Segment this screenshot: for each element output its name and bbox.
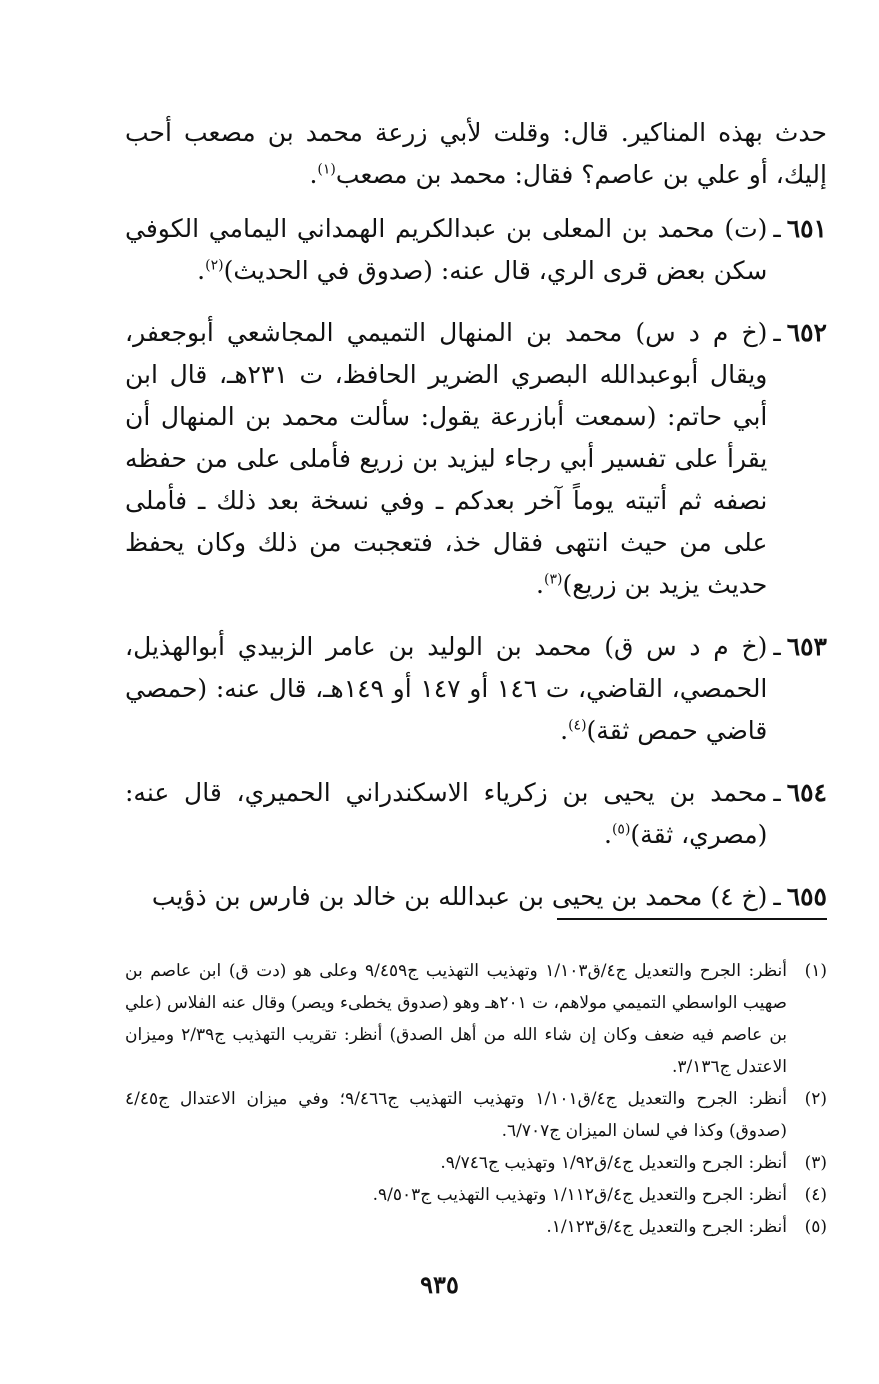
intro-paragraph: حدث بهذه المناكير. قال: وقلت لأبي زرعة محمد بن مصعب أحب إليك، أو علي بن عاصم؟ فقال: محمد بن مصعب$^{(١)}$. — [125, 118, 827, 189]
footnote-2 — [125, 1083, 827, 1147]
footnote-text: أنظر: الجرح والتعديل ج٤/ق١/١٢٣. — [546, 1217, 787, 1237]
footnote-ref: (٢) — [205, 257, 224, 274]
footnote-ref: (٥) — [611, 821, 631, 838]
entry-text: (خ م د س) محمد بن المنهال التميمي المجاشعي أبوجعفر، ويقال أبوعبدالله البصري الضرير الحافظ، ت ٢٣١هـ، قال ابن أبي حاتم: (سمعت أبازرعة يقول: سألت محمد بن المنهال أن يقرأ على تفسير أبي رجاء ليزيد بن زريع فأملى على من حفظه نصفه ثم أتيته يوماً آخر بعدكم ـ وفي نسخة بعد ذلك ـ فأملى على من حيث انتهى فقال خذ، فتعجبت من ذلك وكان يحفظ حديث يزيد بن زريع) — [125, 318, 768, 599]
footnotes — [125, 955, 827, 1243]
footnote-ref: (٤) — [568, 717, 587, 734]
entry-number: ٦٥٤ — [786, 778, 827, 807]
entry-655: ٦٥٥ـ (خ ٤) محمد بن يحيى بن عبدالله بن خالد بن فارس بن ذؤيب — [151, 882, 827, 911]
footnote-number: (٤) — [804, 1185, 827, 1205]
footnote-number: (١) — [804, 961, 827, 981]
entry-number: ٦٥١ — [786, 214, 827, 243]
footnote-text: أنظر: الجرح والتعديل ج٤/ق١/١٠٣ وتهذيب التهذيب ج٩/٤٥٩ وعلى هو (دت ق) ابن عاصم بن صهيب الواسطي التميمي مولاهم، ت ٢٠١هـ وهو (صدوق يخطىء ويصر) وقال عنه الفلاس (علي بن عاصم فيه ضعف وكان إن شاء الله من أهل الصدق) أنظر: تقريب التهذيب ج٢/٣٩ وميزان الاعتدل ج٣/١٣٦. — [125, 961, 788, 1077]
footnote-number: (٥) — [804, 1217, 827, 1237]
entry-653: ٦٥٣ـ (خ م د س ق) محمد بن الوليد بن عامر الزبيدي أبوالهذيل، الحمصي، القاضي، ت ١٤٦ أو ١٤٧ أو ١٤٩هـ، قال عنه: (حمصي قاضي حمص ثقة)$^{(٤)}$. — [125, 632, 827, 745]
entry-651: ٦٥١ـ (ت) محمد بن المعلى بن عبدالكريم الهمداني اليمامي الكوفي سكن بعض قرى الري، قال عنه: (صدوق في الحديث)$^{(٢)}$. — [125, 214, 827, 285]
footnote-divider — [557, 918, 827, 920]
footnote-ref: (١) — [317, 161, 336, 178]
footnote-3 — [125, 1147, 827, 1179]
footnote-ref: (٣) — [543, 571, 563, 588]
page-number: ٩٣٥ — [420, 1270, 459, 1299]
footnote-number: (٣) — [804, 1153, 827, 1173]
footnote-4 — [125, 1179, 827, 1211]
footnote-text: أنظر: الجرح والتعديل ج٤/ق١/٩٢ وتهذيب ج٩/٧٤٦. — [440, 1153, 787, 1173]
intro-text: حدث بهذه المناكير. قال: وقلت لأبي زرعة محمد بن مصعب أحب إليك، أو علي بن عاصم؟ فقال: محمد بن مصعب — [125, 118, 827, 189]
footnote-number: (٢) — [804, 1089, 827, 1109]
footnote-text: أنظر: الجرح والتعديل ج٤/ق١/١١٢ وتهذيب التهذيب ج٩/٥٠٣. — [372, 1185, 787, 1205]
entry-text: محمد بن يحيى بن زكرياء الاسكندراني الحميري، قال عنه: (مصري، ثقة) — [125, 778, 768, 849]
footnote-1 — [125, 955, 827, 1083]
entry-text: (ت) محمد بن المعلى بن عبدالكريم الهمداني اليمامي الكوفي سكن بعض قرى الري، قال عنه: (صدوق في الحديث) — [125, 214, 768, 285]
entry-654: ٦٥٤ـ محمد بن يحيى بن زكرياء الاسكندراني الحميري، قال عنه: (مصري، ثقة)$^{(٥)}$. — [125, 778, 827, 849]
entry-text: (خ ٤) محمد بن يحيى بن عبدالله بن خالد بن فارس بن ذؤيب — [151, 882, 768, 911]
entry-text: (خ م د س ق) محمد بن الوليد بن عامر الزبيدي أبوالهذيل، الحمصي، القاضي، ت ١٤٦ أو ١٤٧ أو ١٤٩هـ، قال عنه: (حمصي قاضي حمص ثقة) — [125, 632, 768, 745]
entry-number: ٦٥٥ — [786, 882, 827, 911]
entry-652: ٦٥٢ـ (خ م د س) محمد بن المنهال التميمي المجاشعي أبوجعفر، ويقال أبوعبدالله البصري الضرير الحافظ، ت ٢٣١هـ، قال ابن أبي حاتم: (سمعت أبازرعة يقول: سألت محمد بن المنهال أن يقرأ على تفسير أبي رجاء ليزيد بن زريع فأملى على من حفظه نصفه ثم أتيته يوماً آخر بعدكم ـ وفي نسخة بعد ذلك ـ فأملى على من حيث انتهى فقال خذ، فتعجبت من ذلك وكان يحفظ حديث يزيد بن زريع)$^{(٣)}$. — [125, 318, 827, 599]
footnote-5 — [125, 1211, 827, 1243]
footnote-text: أنظر: الجرح والتعديل ج٤/ق١/١٠١ وتهذيب التهذيب ج٩/٤٦٦؛ وفي ميزان الاعتدال ج٤/٤٥ (صدوق) وكذا في لسان الميزان ج٦/٧٠٧. — [125, 1089, 787, 1141]
entry-number: ٦٥٢ — [786, 318, 827, 347]
entry-number: ٦٥٣ — [786, 632, 827, 661]
main-text — [125, 112, 827, 918]
